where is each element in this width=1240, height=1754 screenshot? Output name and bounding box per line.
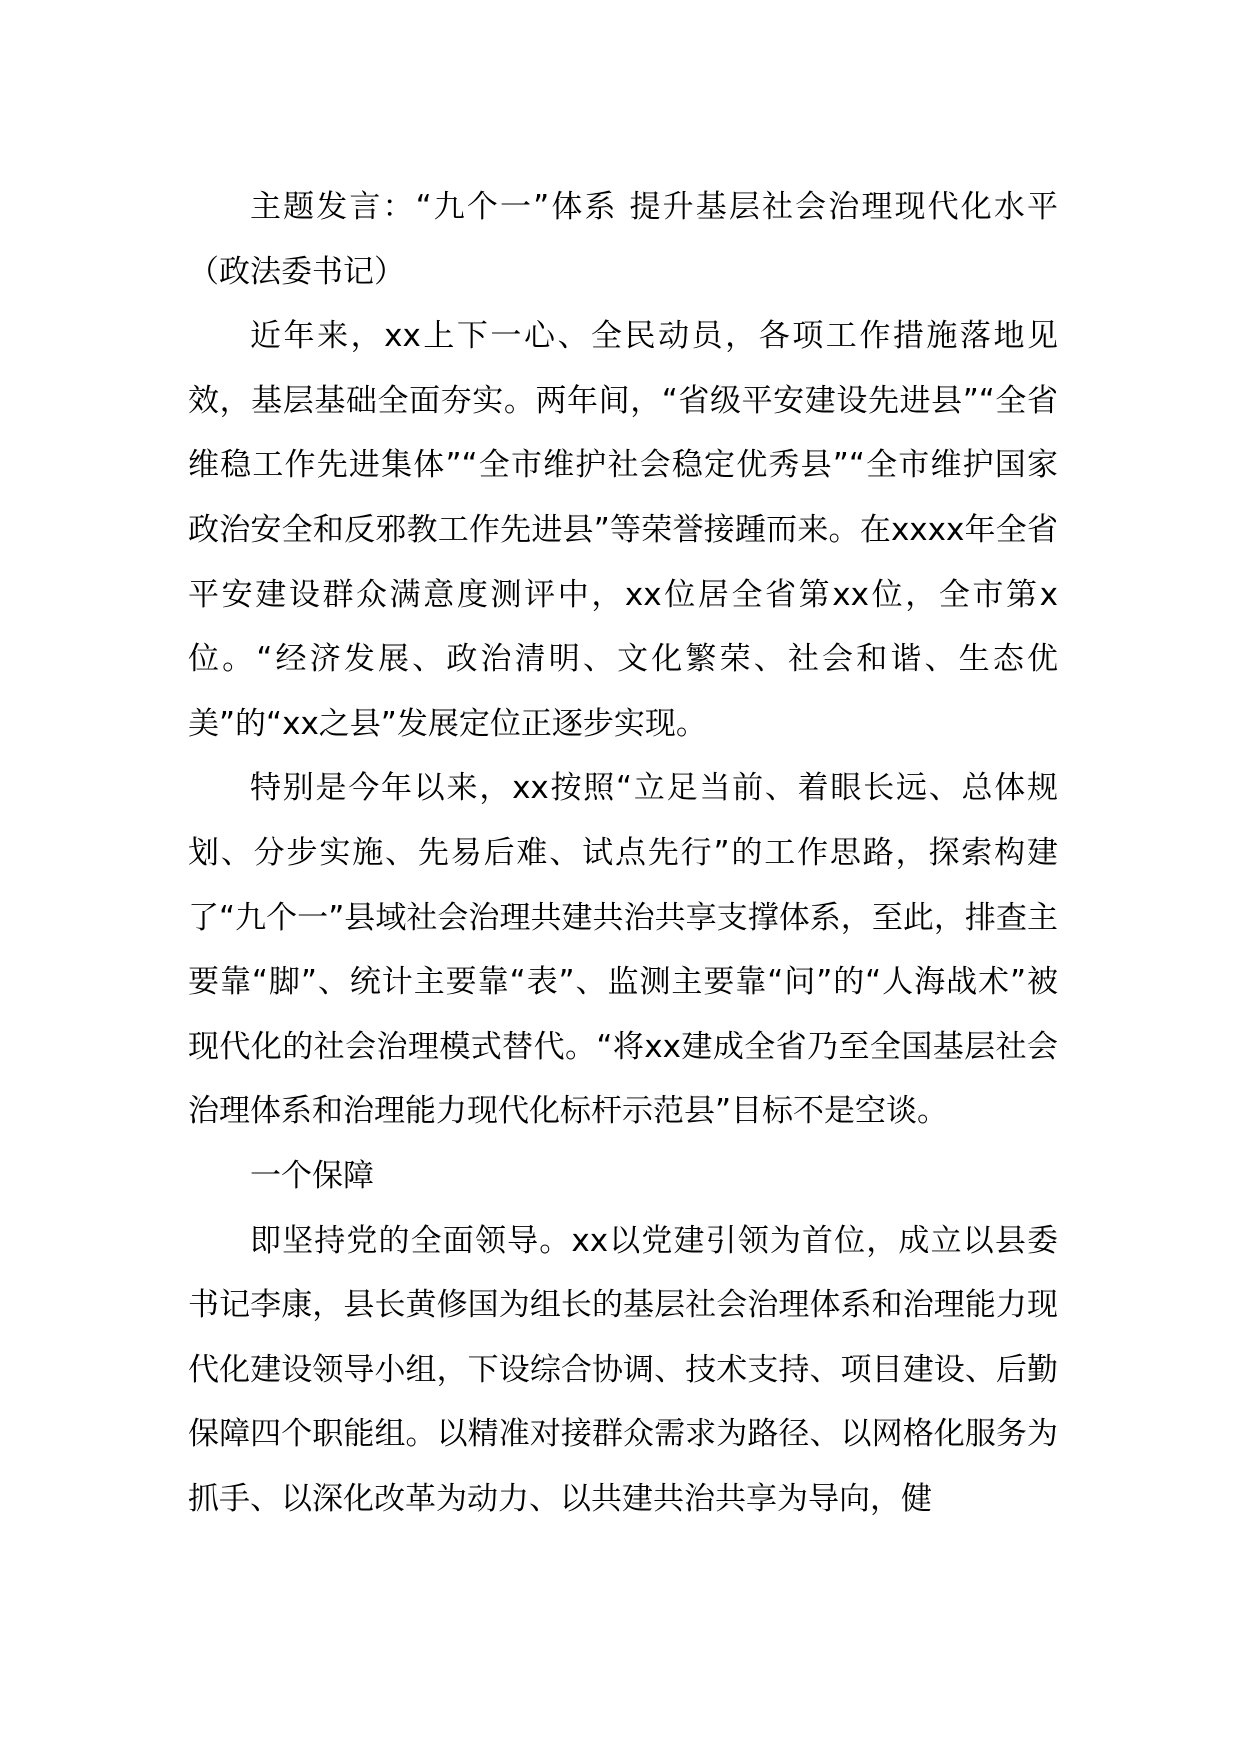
section-heading: 一个保障 bbox=[250, 1157, 374, 1194]
speech-title: 主题发言：“九个一”体系 提升基层社会治理现代化水平（政法委书记） bbox=[188, 189, 1058, 290]
paragraph-nine-ones: 特别是今年以来，xx按照“立足当前、着眼长远、总体规划、分步实施、先易后难、试点先行”的工作思路，探索构建了“九个一”县域社会治理共建共治共享支撑体系，至此，排查主要靠“脚”、统计主要靠“表”、监测主要靠“问”的“人海战术”被现代化的社会治理模式替代。“将xx建成全省乃至全国基层社会治理体系和治理能力现代化标杆示范县”目标不是空谈。 bbox=[188, 770, 1058, 1130]
paragraph-intro: 近年来，xx上下一心、全民动员，各项工作措施落地见效，基层基础全面夯实。两年间，“省级平安建设先进县”“全省维稳工作先进集体”“全市维护社会稳定优秀县”“全市维护国家政治安全和反邪教工作先进县”等荣誉接踵而来。在xxxx年全省平安建设群众满意度测评中，xx位居全省第xx位，全市第x位。“经济发展、政治清明、文化繁荣、社会和谐、生态优美”的“xx之县”发展定位正逐步实现。 bbox=[188, 318, 1058, 742]
paragraph-leadership: 即坚持党的全面领导。xx以党建引领为首位，成立以县委书记李康，县长黄修国为组长的基层社会治理体系和治理能力现代化建设领导小组，下设综合协调、技术支持、项目建设、后勤保障四个职能组。以精准对接群众需求为路径、以网格化服务为抓手、以深化改革为动力、以共建共治共享为导向，健 bbox=[188, 1222, 1058, 1517]
document-page bbox=[188, 175, 1058, 1531]
